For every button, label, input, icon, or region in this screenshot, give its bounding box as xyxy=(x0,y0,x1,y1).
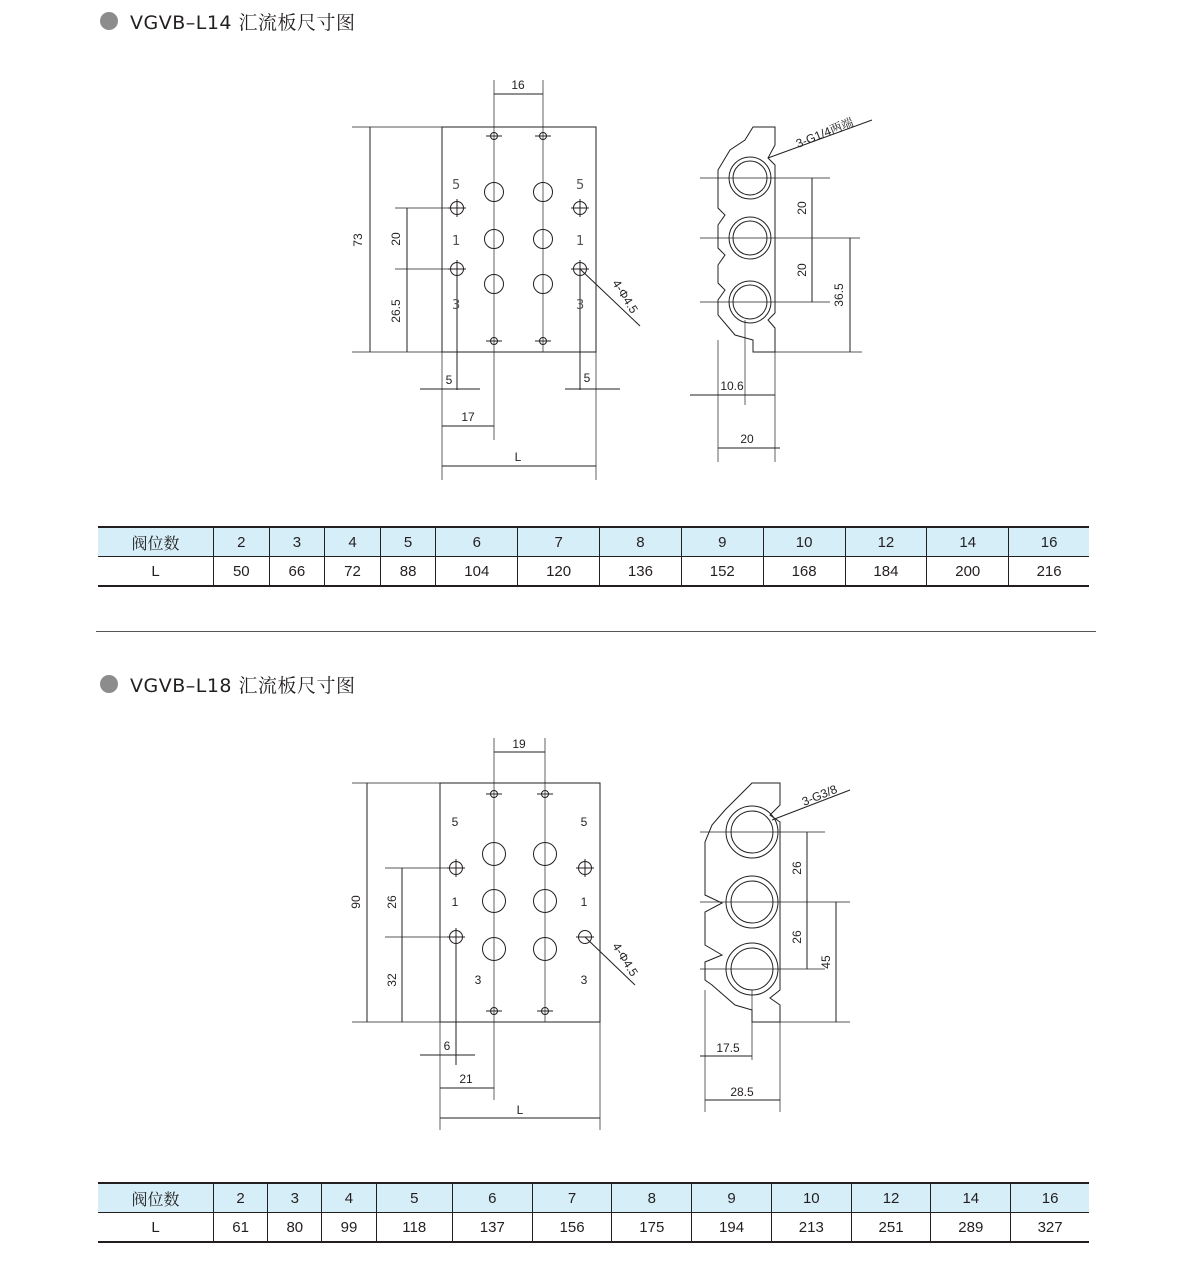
table-cell: 99 xyxy=(322,1213,376,1243)
dim-v1: 20 xyxy=(389,232,403,246)
section-title-l18 xyxy=(100,671,356,697)
dim-v2: 26.5 xyxy=(389,299,403,323)
table-cell: 5 xyxy=(376,1183,452,1213)
port-label-5-left: 5 xyxy=(451,815,459,829)
table-cell: 14 xyxy=(931,1183,1011,1213)
table-cell: 3 xyxy=(268,1183,322,1213)
dim-side-v1: 26 xyxy=(790,861,804,875)
technical-drawing-l18 xyxy=(0,700,1200,1140)
table-cell: 50 xyxy=(214,557,270,587)
manifold-plate-outline xyxy=(442,127,596,352)
table-cell: 5 xyxy=(380,527,436,557)
dim-v1: 26 xyxy=(385,895,399,909)
table-row xyxy=(98,557,1089,587)
table-cell: 72 xyxy=(325,557,381,587)
table-cell: 10 xyxy=(771,1183,851,1213)
header-label: 阀位数 xyxy=(98,527,214,557)
dim-thread: 3-G3/8 xyxy=(799,782,840,809)
table-cell: 6 xyxy=(436,527,518,557)
table-cell: 175 xyxy=(612,1213,692,1243)
header-label: 阀位数 xyxy=(98,1183,214,1213)
table-cell: 14 xyxy=(927,527,1009,557)
table-cell: 8 xyxy=(612,1183,692,1213)
table-cell: 120 xyxy=(518,557,600,587)
table-cell: 104 xyxy=(436,557,518,587)
table-cell: 2 xyxy=(214,527,270,557)
table-cell: 88 xyxy=(380,557,436,587)
dim-edge: 21 xyxy=(459,1072,473,1086)
dim-holes: 4-Φ4.5 xyxy=(609,940,641,979)
table-cell: 327 xyxy=(1011,1213,1089,1243)
dim-side-v2: 20 xyxy=(795,263,809,277)
bullet-icon xyxy=(100,675,118,693)
table-cell: 200 xyxy=(927,557,1009,587)
table-cell: 289 xyxy=(931,1213,1011,1243)
dim-side-w1: 17.5 xyxy=(716,1041,740,1055)
table-cell: 251 xyxy=(851,1213,931,1243)
dim-height: 73 xyxy=(351,233,365,247)
table-cell: 8 xyxy=(600,527,682,557)
dim-side-v2: 26 xyxy=(790,930,804,944)
dim-side-v1: 20 xyxy=(795,201,809,215)
section-divider xyxy=(96,631,1096,632)
spec-table-l18 xyxy=(98,1182,1089,1243)
dim-right: 5 xyxy=(583,371,591,385)
table-row xyxy=(98,1183,1089,1213)
table-cell: 194 xyxy=(692,1213,772,1243)
table-cell: 216 xyxy=(1009,557,1089,587)
table-cell: 66 xyxy=(269,557,325,587)
port-label-3-right: 3 xyxy=(580,973,588,987)
section-title-text: VGVB–L14 汇流板尺寸图 xyxy=(130,11,356,34)
table-cell: 4 xyxy=(322,1183,376,1213)
table-cell: 7 xyxy=(518,527,600,557)
table-cell: 9 xyxy=(692,1183,772,1213)
table-cell: 4 xyxy=(325,527,381,557)
table-cell: 9 xyxy=(681,527,763,557)
dim-v2: 32 xyxy=(385,973,399,987)
table-cell: 118 xyxy=(376,1213,452,1243)
table-cell: 7 xyxy=(532,1183,612,1213)
table-cell: 213 xyxy=(771,1213,851,1243)
port-label-1-right: 1 xyxy=(580,895,588,909)
dim-pitch: 16 xyxy=(511,78,525,92)
table-cell: 3 xyxy=(269,527,325,557)
table-cell: 6 xyxy=(452,1183,532,1213)
dim-left: 6 xyxy=(443,1039,451,1053)
port-label-3-right: 3 xyxy=(576,298,585,313)
port-label-5-left: 5 xyxy=(452,178,461,193)
table-row xyxy=(98,527,1089,557)
port-label-5-right: 5 xyxy=(576,178,585,193)
row-label: L xyxy=(151,1218,160,1236)
technical-drawing-l14 xyxy=(0,0,1200,500)
table-cell: 80 xyxy=(268,1213,322,1243)
dim-thread: 3-G1/4两端 xyxy=(793,115,856,151)
dim-length: L xyxy=(514,450,522,464)
dim-edge: 17 xyxy=(461,410,475,424)
port-label-1-left: 1 xyxy=(451,895,459,909)
port-label-1-right: 1 xyxy=(576,234,585,249)
port-label-1-left: 1 xyxy=(452,234,461,249)
dim-side-w2: 28.5 xyxy=(730,1085,754,1099)
dim-side-w2: 20 xyxy=(740,432,754,446)
table-row xyxy=(98,1213,1089,1243)
dim-length: L xyxy=(516,1103,524,1117)
row-label: L xyxy=(151,562,160,580)
manifold-plate-outline xyxy=(440,783,600,1022)
dim-side-v3: 36.5 xyxy=(832,283,846,307)
spec-table-l14 xyxy=(98,526,1089,587)
port-label-5-right: 5 xyxy=(580,815,588,829)
table-cell: 12 xyxy=(851,1183,931,1213)
dim-side-v3: 45 xyxy=(819,955,833,969)
table-cell: 61 xyxy=(214,1213,268,1243)
table-cell: 152 xyxy=(681,557,763,587)
dim-height: 90 xyxy=(349,895,363,909)
table-cell: 156 xyxy=(532,1213,612,1243)
section-title-text: VGVB–L18 汇流板尺寸图 xyxy=(130,674,356,697)
dim-holes: 4-Φ4.5 xyxy=(609,277,641,316)
table-cell: 12 xyxy=(845,527,927,557)
table-cell: 2 xyxy=(214,1183,268,1213)
table-cell: 16 xyxy=(1011,1183,1089,1213)
table-cell: 137 xyxy=(452,1213,532,1243)
dim-left: 5 xyxy=(445,373,453,387)
table-cell: 136 xyxy=(600,557,682,587)
port-label-3-left: 3 xyxy=(452,298,461,313)
table-cell: 16 xyxy=(1009,527,1089,557)
table-cell: 184 xyxy=(845,557,927,587)
port-label-3-left: 3 xyxy=(474,973,482,987)
dim-pitch: 19 xyxy=(512,737,526,751)
table-cell: 10 xyxy=(763,527,845,557)
table-cell: 168 xyxy=(763,557,845,587)
dim-side-w1: 10.6 xyxy=(720,379,744,393)
